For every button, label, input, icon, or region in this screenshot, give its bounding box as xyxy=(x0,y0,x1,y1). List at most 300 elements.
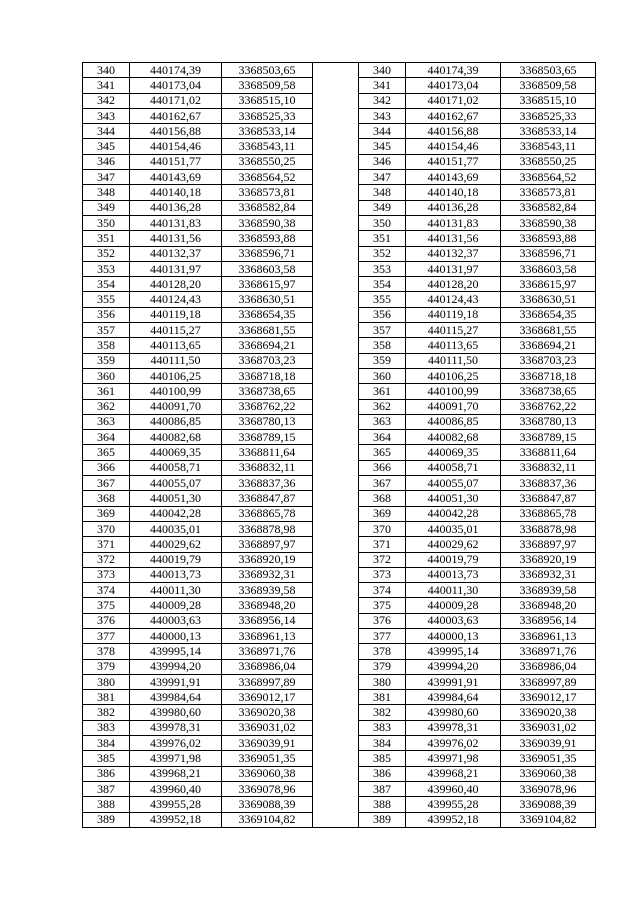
column-gap xyxy=(313,628,359,643)
right-x-coordinate-cell: 439968,21 xyxy=(406,766,501,781)
right-point-number-cell: 358 xyxy=(359,338,406,353)
column-gap xyxy=(313,368,359,383)
right-y-coordinate-cell: 3368573,81 xyxy=(501,185,596,200)
right-y-coordinate-cell: 3369020,38 xyxy=(501,705,596,720)
right-x-coordinate-cell: 440131,56 xyxy=(406,231,501,246)
left-point-number-cell: 362 xyxy=(83,399,130,414)
column-gap xyxy=(313,215,359,230)
right-x-coordinate-cell: 440055,07 xyxy=(406,476,501,491)
left-y-coordinate-cell: 3369051,35 xyxy=(222,751,313,766)
right-x-coordinate-cell: 440019,79 xyxy=(406,552,501,567)
column-gap xyxy=(313,292,359,307)
left-y-coordinate-cell: 3368956,14 xyxy=(222,613,313,628)
left-x-coordinate-cell: 440174,39 xyxy=(130,63,222,78)
column-gap xyxy=(313,445,359,460)
right-y-coordinate-cell: 3369031,02 xyxy=(501,720,596,735)
column-gap xyxy=(313,430,359,445)
left-point-number-cell: 341 xyxy=(83,78,130,93)
left-y-coordinate-cell: 3368590,38 xyxy=(222,215,313,230)
left-y-coordinate-cell: 3368789,15 xyxy=(222,430,313,445)
right-y-coordinate-cell: 3369078,96 xyxy=(501,781,596,796)
table-row xyxy=(83,491,596,506)
left-y-coordinate-cell: 3369078,96 xyxy=(222,781,313,796)
right-point-number-cell: 352 xyxy=(359,246,406,261)
right-y-coordinate-cell: 3368596,71 xyxy=(501,246,596,261)
column-gap xyxy=(313,567,359,582)
left-y-coordinate-cell: 3368582,84 xyxy=(222,200,313,215)
right-y-coordinate-cell: 3368738,65 xyxy=(501,384,596,399)
left-point-number-cell: 371 xyxy=(83,537,130,552)
right-y-coordinate-cell: 3368590,38 xyxy=(501,215,596,230)
right-y-coordinate-cell: 3368543,11 xyxy=(501,139,596,154)
left-x-coordinate-cell: 440069,35 xyxy=(130,445,222,460)
table-row xyxy=(83,353,596,368)
right-x-coordinate-cell: 440136,28 xyxy=(406,200,501,215)
left-y-coordinate-cell: 3369020,38 xyxy=(222,705,313,720)
left-point-number-cell: 378 xyxy=(83,644,130,659)
right-y-coordinate-cell: 3368961,13 xyxy=(501,628,596,643)
right-y-coordinate-cell: 3369039,91 xyxy=(501,736,596,751)
table-row xyxy=(83,277,596,292)
left-point-number-cell: 346 xyxy=(83,154,130,169)
right-point-number-cell: 364 xyxy=(359,430,406,445)
left-point-number-cell: 354 xyxy=(83,277,130,292)
left-point-number-cell: 379 xyxy=(83,659,130,674)
left-point-number-cell: 381 xyxy=(83,690,130,705)
table-row xyxy=(83,598,596,613)
right-x-coordinate-cell: 440000,13 xyxy=(406,628,501,643)
right-x-coordinate-cell: 440111,50 xyxy=(406,353,501,368)
left-y-coordinate-cell: 3368681,55 xyxy=(222,323,313,338)
right-y-coordinate-cell: 3368971,76 xyxy=(501,644,596,659)
left-point-number-cell: 382 xyxy=(83,705,130,720)
table-row xyxy=(83,781,596,796)
column-gap xyxy=(313,154,359,169)
right-point-number-cell: 350 xyxy=(359,215,406,230)
table-row xyxy=(83,690,596,705)
column-gap xyxy=(313,751,359,766)
column-gap xyxy=(313,720,359,735)
left-x-coordinate-cell: 439991,91 xyxy=(130,674,222,689)
right-y-coordinate-cell: 3368780,13 xyxy=(501,414,596,429)
right-y-coordinate-cell: 3369012,17 xyxy=(501,690,596,705)
right-x-coordinate-cell: 440162,67 xyxy=(406,108,501,123)
table-row xyxy=(83,521,596,536)
right-point-number-cell: 356 xyxy=(359,307,406,322)
right-y-coordinate-cell: 3368550,25 xyxy=(501,154,596,169)
left-y-coordinate-cell: 3368694,21 xyxy=(222,338,313,353)
right-point-number-cell: 362 xyxy=(359,399,406,414)
right-y-coordinate-cell: 3368939,58 xyxy=(501,583,596,598)
table-row xyxy=(83,338,596,353)
table-row xyxy=(83,200,596,215)
left-point-number-cell: 386 xyxy=(83,766,130,781)
left-y-coordinate-cell: 3368573,81 xyxy=(222,185,313,200)
right-point-number-cell: 353 xyxy=(359,261,406,276)
right-y-coordinate-cell: 3368615,97 xyxy=(501,277,596,292)
right-point-number-cell: 382 xyxy=(359,705,406,720)
right-x-coordinate-cell: 440029,62 xyxy=(406,537,501,552)
left-y-coordinate-cell: 3368509,58 xyxy=(222,78,313,93)
left-y-coordinate-cell: 3369012,17 xyxy=(222,690,313,705)
left-point-number-cell: 348 xyxy=(83,185,130,200)
left-point-number-cell: 361 xyxy=(83,384,130,399)
table-row xyxy=(83,445,596,460)
left-x-coordinate-cell: 440162,67 xyxy=(130,108,222,123)
table-row xyxy=(83,231,596,246)
table-row xyxy=(83,797,596,812)
left-x-coordinate-cell: 439960,40 xyxy=(130,781,222,796)
right-point-number-cell: 365 xyxy=(359,445,406,460)
right-y-coordinate-cell: 3369051,35 xyxy=(501,751,596,766)
table-row xyxy=(83,567,596,582)
left-x-coordinate-cell: 439971,98 xyxy=(130,751,222,766)
table-row xyxy=(83,659,596,674)
left-y-coordinate-cell: 3368939,58 xyxy=(222,583,313,598)
column-gap xyxy=(313,231,359,246)
left-y-coordinate-cell: 3369104,82 xyxy=(222,812,313,827)
right-x-coordinate-cell: 439980,60 xyxy=(406,705,501,720)
table-row xyxy=(83,430,596,445)
left-point-number-cell: 360 xyxy=(83,368,130,383)
table-row xyxy=(83,613,596,628)
left-point-number-cell: 352 xyxy=(83,246,130,261)
table-row xyxy=(83,323,596,338)
right-point-number-cell: 357 xyxy=(359,323,406,338)
right-y-coordinate-cell: 3368533,14 xyxy=(501,124,596,139)
left-x-coordinate-cell: 440111,50 xyxy=(130,353,222,368)
column-gap xyxy=(313,521,359,536)
left-point-number-cell: 368 xyxy=(83,491,130,506)
column-gap xyxy=(313,705,359,720)
right-point-number-cell: 344 xyxy=(359,124,406,139)
right-x-coordinate-cell: 439971,98 xyxy=(406,751,501,766)
right-y-coordinate-cell: 3368603,58 xyxy=(501,261,596,276)
left-point-number-cell: 370 xyxy=(83,521,130,536)
right-x-coordinate-cell: 440003,63 xyxy=(406,613,501,628)
right-x-coordinate-cell: 440009,28 xyxy=(406,598,501,613)
column-gap xyxy=(313,736,359,751)
right-y-coordinate-cell: 3368811,64 xyxy=(501,445,596,460)
table-row xyxy=(83,215,596,230)
right-x-coordinate-cell: 440131,97 xyxy=(406,261,501,276)
left-x-coordinate-cell: 440173,04 xyxy=(130,78,222,93)
right-point-number-cell: 374 xyxy=(359,583,406,598)
left-y-coordinate-cell: 3368832,11 xyxy=(222,460,313,475)
left-point-number-cell: 366 xyxy=(83,460,130,475)
right-y-coordinate-cell: 3368789,15 xyxy=(501,430,596,445)
left-x-coordinate-cell: 440003,63 xyxy=(130,613,222,628)
left-x-coordinate-cell: 440106,25 xyxy=(130,368,222,383)
column-gap xyxy=(313,781,359,796)
left-y-coordinate-cell: 3368654,35 xyxy=(222,307,313,322)
left-y-coordinate-cell: 3368971,76 xyxy=(222,644,313,659)
left-x-coordinate-cell: 440131,83 xyxy=(130,215,222,230)
table-row xyxy=(83,644,596,659)
right-x-coordinate-cell: 440151,77 xyxy=(406,154,501,169)
right-point-number-cell: 375 xyxy=(359,598,406,613)
left-point-number-cell: 342 xyxy=(83,93,130,108)
column-gap xyxy=(313,93,359,108)
right-point-number-cell: 389 xyxy=(359,812,406,827)
left-y-coordinate-cell: 3368878,98 xyxy=(222,521,313,536)
column-gap xyxy=(313,583,359,598)
left-x-coordinate-cell: 440151,77 xyxy=(130,154,222,169)
left-x-coordinate-cell: 440128,20 xyxy=(130,277,222,292)
right-y-coordinate-cell: 3369104,82 xyxy=(501,812,596,827)
table-row xyxy=(83,384,596,399)
right-y-coordinate-cell: 3368956,14 xyxy=(501,613,596,628)
right-x-coordinate-cell: 440113,65 xyxy=(406,338,501,353)
right-y-coordinate-cell: 3368525,33 xyxy=(501,108,596,123)
table-row xyxy=(83,93,596,108)
left-point-number-cell: 383 xyxy=(83,720,130,735)
right-x-coordinate-cell: 440128,20 xyxy=(406,277,501,292)
column-gap xyxy=(313,690,359,705)
left-x-coordinate-cell: 440082,68 xyxy=(130,430,222,445)
left-x-coordinate-cell: 440000,13 xyxy=(130,628,222,643)
left-y-coordinate-cell: 3368603,58 xyxy=(222,261,313,276)
left-x-coordinate-cell: 440136,28 xyxy=(130,200,222,215)
table-row xyxy=(83,628,596,643)
left-point-number-cell: 358 xyxy=(83,338,130,353)
right-point-number-cell: 377 xyxy=(359,628,406,643)
table-row xyxy=(83,63,596,78)
right-x-coordinate-cell: 440106,25 xyxy=(406,368,501,383)
left-x-coordinate-cell: 440132,37 xyxy=(130,246,222,261)
right-x-coordinate-cell: 440132,37 xyxy=(406,246,501,261)
left-y-coordinate-cell: 3369039,91 xyxy=(222,736,313,751)
left-x-coordinate-cell: 439952,18 xyxy=(130,812,222,827)
left-y-coordinate-cell: 3368897,97 xyxy=(222,537,313,552)
left-x-coordinate-cell: 439955,28 xyxy=(130,797,222,812)
right-point-number-cell: 349 xyxy=(359,200,406,215)
right-point-number-cell: 385 xyxy=(359,751,406,766)
right-y-coordinate-cell: 3368593,88 xyxy=(501,231,596,246)
left-point-number-cell: 387 xyxy=(83,781,130,796)
column-gap xyxy=(313,63,359,78)
table-row xyxy=(83,674,596,689)
coordinates-table xyxy=(82,62,596,828)
right-x-coordinate-cell: 440035,01 xyxy=(406,521,501,536)
table-row xyxy=(83,292,596,307)
table-row xyxy=(83,705,596,720)
table-row xyxy=(83,812,596,827)
left-y-coordinate-cell: 3368811,64 xyxy=(222,445,313,460)
right-point-number-cell: 384 xyxy=(359,736,406,751)
right-x-coordinate-cell: 440058,71 xyxy=(406,460,501,475)
left-x-coordinate-cell: 440143,69 xyxy=(130,170,222,185)
right-y-coordinate-cell: 3368762,22 xyxy=(501,399,596,414)
left-y-coordinate-cell: 3368630,51 xyxy=(222,292,313,307)
table-row xyxy=(83,124,596,139)
left-x-coordinate-cell: 440051,30 xyxy=(130,491,222,506)
left-x-coordinate-cell: 440131,97 xyxy=(130,261,222,276)
right-y-coordinate-cell: 3368681,55 xyxy=(501,323,596,338)
left-x-coordinate-cell: 439978,31 xyxy=(130,720,222,735)
right-y-coordinate-cell: 3368997,89 xyxy=(501,674,596,689)
table-row xyxy=(83,751,596,766)
left-point-number-cell: 388 xyxy=(83,797,130,812)
right-y-coordinate-cell: 3368694,21 xyxy=(501,338,596,353)
right-y-coordinate-cell: 3368503,65 xyxy=(501,63,596,78)
left-y-coordinate-cell: 3368738,65 xyxy=(222,384,313,399)
left-point-number-cell: 340 xyxy=(83,63,130,78)
right-x-coordinate-cell: 440140,18 xyxy=(406,185,501,200)
column-gap xyxy=(313,476,359,491)
right-point-number-cell: 342 xyxy=(359,93,406,108)
right-x-coordinate-cell: 439991,91 xyxy=(406,674,501,689)
right-point-number-cell: 378 xyxy=(359,644,406,659)
table-row xyxy=(83,506,596,521)
right-point-number-cell: 343 xyxy=(359,108,406,123)
table-row xyxy=(83,414,596,429)
right-x-coordinate-cell: 440173,04 xyxy=(406,78,501,93)
right-point-number-cell: 341 xyxy=(359,78,406,93)
left-x-coordinate-cell: 440029,62 xyxy=(130,537,222,552)
left-point-number-cell: 357 xyxy=(83,323,130,338)
table-row xyxy=(83,154,596,169)
left-y-coordinate-cell: 3368515,10 xyxy=(222,93,313,108)
right-point-number-cell: 340 xyxy=(359,63,406,78)
table-row xyxy=(83,139,596,154)
right-y-coordinate-cell: 3368703,23 xyxy=(501,353,596,368)
table-row xyxy=(83,537,596,552)
left-y-coordinate-cell: 3368920,19 xyxy=(222,552,313,567)
left-point-number-cell: 374 xyxy=(83,583,130,598)
left-x-coordinate-cell: 440019,79 xyxy=(130,552,222,567)
left-y-coordinate-cell: 3368596,71 xyxy=(222,246,313,261)
left-y-coordinate-cell: 3368997,89 xyxy=(222,674,313,689)
left-x-coordinate-cell: 440011,30 xyxy=(130,583,222,598)
left-x-coordinate-cell: 440091,70 xyxy=(130,399,222,414)
right-point-number-cell: 370 xyxy=(359,521,406,536)
left-y-coordinate-cell: 3368533,14 xyxy=(222,124,313,139)
left-y-coordinate-cell: 3368932,31 xyxy=(222,567,313,582)
left-y-coordinate-cell: 3368615,97 xyxy=(222,277,313,292)
left-x-coordinate-cell: 440113,65 xyxy=(130,338,222,353)
column-gap xyxy=(313,552,359,567)
right-y-coordinate-cell: 3369088,39 xyxy=(501,797,596,812)
left-point-number-cell: 343 xyxy=(83,108,130,123)
left-y-coordinate-cell: 3368718,18 xyxy=(222,368,313,383)
table-row xyxy=(83,170,596,185)
right-x-coordinate-cell: 440082,68 xyxy=(406,430,501,445)
left-point-number-cell: 363 xyxy=(83,414,130,429)
left-x-coordinate-cell: 440115,27 xyxy=(130,323,222,338)
left-y-coordinate-cell: 3369088,39 xyxy=(222,797,313,812)
right-x-coordinate-cell: 440042,28 xyxy=(406,506,501,521)
table-row xyxy=(83,720,596,735)
left-point-number-cell: 365 xyxy=(83,445,130,460)
left-point-number-cell: 347 xyxy=(83,170,130,185)
left-x-coordinate-cell: 439976,02 xyxy=(130,736,222,751)
right-y-coordinate-cell: 3368654,35 xyxy=(501,307,596,322)
right-y-coordinate-cell: 3368630,51 xyxy=(501,292,596,307)
right-point-number-cell: 347 xyxy=(359,170,406,185)
right-point-number-cell: 355 xyxy=(359,292,406,307)
right-y-coordinate-cell: 3368718,18 xyxy=(501,368,596,383)
table-row xyxy=(83,552,596,567)
right-x-coordinate-cell: 439960,40 xyxy=(406,781,501,796)
right-x-coordinate-cell: 440156,88 xyxy=(406,124,501,139)
right-point-number-cell: 380 xyxy=(359,674,406,689)
left-point-number-cell: 384 xyxy=(83,736,130,751)
right-point-number-cell: 361 xyxy=(359,384,406,399)
right-x-coordinate-cell: 440171,02 xyxy=(406,93,501,108)
column-gap xyxy=(313,124,359,139)
left-point-number-cell: 369 xyxy=(83,506,130,521)
left-x-coordinate-cell: 440086,85 xyxy=(130,414,222,429)
left-x-coordinate-cell: 439968,21 xyxy=(130,766,222,781)
table-row xyxy=(83,399,596,414)
right-y-coordinate-cell: 3368564,52 xyxy=(501,170,596,185)
right-y-coordinate-cell: 3368582,84 xyxy=(501,200,596,215)
left-x-coordinate-cell: 439984,64 xyxy=(130,690,222,705)
right-x-coordinate-cell: 440013,73 xyxy=(406,567,501,582)
right-point-number-cell: 381 xyxy=(359,690,406,705)
left-y-coordinate-cell: 3368703,23 xyxy=(222,353,313,368)
left-point-number-cell: 380 xyxy=(83,674,130,689)
table-row xyxy=(83,78,596,93)
right-x-coordinate-cell: 440011,30 xyxy=(406,583,501,598)
left-y-coordinate-cell: 3368837,36 xyxy=(222,476,313,491)
left-y-coordinate-cell: 3368543,11 xyxy=(222,139,313,154)
right-y-coordinate-cell: 3368932,31 xyxy=(501,567,596,582)
left-point-number-cell: 349 xyxy=(83,200,130,215)
right-x-coordinate-cell: 440091,70 xyxy=(406,399,501,414)
column-gap xyxy=(313,246,359,261)
left-y-coordinate-cell: 3368525,33 xyxy=(222,108,313,123)
table-row xyxy=(83,460,596,475)
left-point-number-cell: 372 xyxy=(83,552,130,567)
left-point-number-cell: 344 xyxy=(83,124,130,139)
right-x-coordinate-cell: 440086,85 xyxy=(406,414,501,429)
right-point-number-cell: 369 xyxy=(359,506,406,521)
column-gap xyxy=(313,414,359,429)
right-x-coordinate-cell: 440174,39 xyxy=(406,63,501,78)
left-point-number-cell: 359 xyxy=(83,353,130,368)
column-gap xyxy=(313,613,359,628)
left-x-coordinate-cell: 440100,99 xyxy=(130,384,222,399)
column-gap xyxy=(313,353,359,368)
left-y-coordinate-cell: 3368986,04 xyxy=(222,659,313,674)
left-y-coordinate-cell: 3368762,22 xyxy=(222,399,313,414)
right-y-coordinate-cell: 3368878,98 xyxy=(501,521,596,536)
column-gap xyxy=(313,598,359,613)
right-point-number-cell: 363 xyxy=(359,414,406,429)
right-point-number-cell: 379 xyxy=(359,659,406,674)
right-x-coordinate-cell: 440115,27 xyxy=(406,323,501,338)
right-x-coordinate-cell: 440051,30 xyxy=(406,491,501,506)
left-point-number-cell: 345 xyxy=(83,139,130,154)
left-x-coordinate-cell: 440171,02 xyxy=(130,93,222,108)
column-gap xyxy=(313,384,359,399)
left-x-coordinate-cell: 440131,56 xyxy=(130,231,222,246)
right-point-number-cell: 351 xyxy=(359,231,406,246)
left-y-coordinate-cell: 3368865,78 xyxy=(222,506,313,521)
column-gap xyxy=(313,537,359,552)
right-y-coordinate-cell: 3368920,19 xyxy=(501,552,596,567)
left-point-number-cell: 373 xyxy=(83,567,130,582)
right-point-number-cell: 359 xyxy=(359,353,406,368)
left-x-coordinate-cell: 440055,07 xyxy=(130,476,222,491)
coordinates-table-body xyxy=(83,63,596,828)
table-row xyxy=(83,583,596,598)
right-x-coordinate-cell: 440143,69 xyxy=(406,170,501,185)
column-gap xyxy=(313,185,359,200)
column-gap xyxy=(313,491,359,506)
